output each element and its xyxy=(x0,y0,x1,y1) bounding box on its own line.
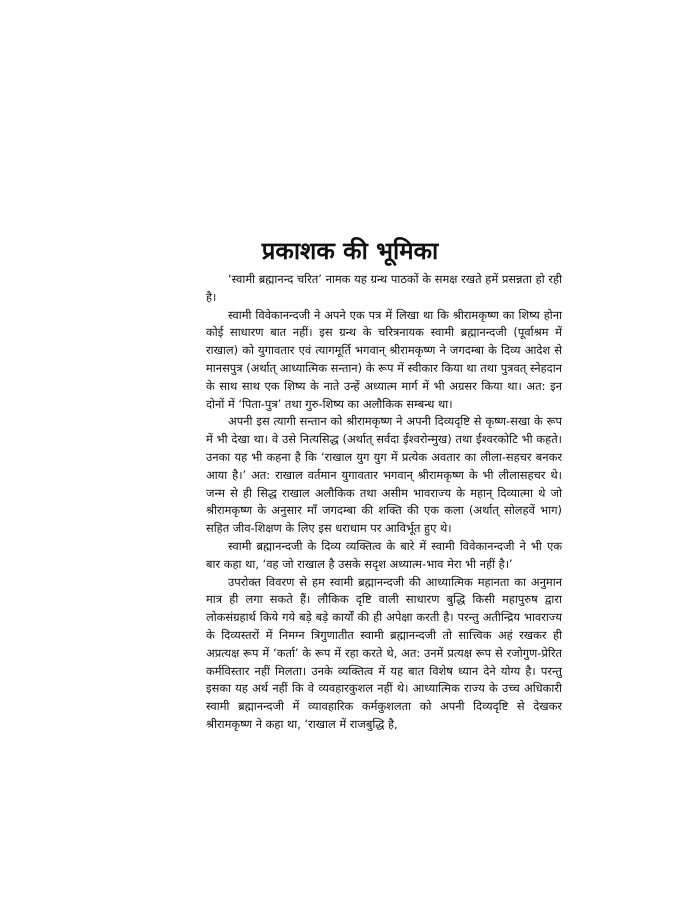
paragraph-2: स्वामी विवेकानन्दजी ने अपने एक पत्र में लिखा था कि श्रीरामकृष्ण का शिष्य होना कोई साधारण बात नहीं। इस ग्रन्थ के चरित्रनायक स्वामी ब्रह्मानन्दजी (पूर्वाश्रम में राखाल) को युगावतार एवं त्यागमूर्ति भगवान् श्रीरामकृष्ण ने जगदम्बा के दिव्य आदेश से मानसपुत्र (अर्थात् आध्यात्मिक सन्तान) के रूप में स्वीकार किया था तथा पुत्रवत् स्नेहदान के साथ साथ एक शिष्य के नाते उन्हें अध्यात्म मार्ग में भी अग्रसर किया था। अत: इन दोनों में ‘पिता-पुत्र’ तथा गुरु-शिष्य का अलौकिक सम्बन्ध था। xyxy=(206,307,562,411)
paragraph-3: अपनी इस त्यागी सन्तान को श्रीरामकृष्ण ने अपनी दिव्यदृष्टि से कृष्ण-सखा के रूप में भी देखा था। वे उसे नित्यसिद्ध (अर्थात् सर्वदा ईश्वरोन्मुख) तथा ईश्वरकोटि भी कहते। उनका यह भी कहना है कि ‘राखाल युग युग में प्रत्येक अवतार का लीला-सहचर बनकर आया है।’ अत: राखाल वर्तमान युगावतार भगवान् श्रीरामकृष्ण के भी लीलासहचर थे। जन्म से ही सिद्ध राखाल अलौकिक तथा असीम भावराज्य के महान् दिव्यात्मा थे जो श्रीरामकृष्ण के अनुसार माँ जगदम्बा की शक्ति की एक कला (अर्थात् सोलहवें भाग) सहित जीव-शिक्षण के लिए इस धराधाम पर आविर्भूत हुए थे। xyxy=(206,414,562,536)
paragraph-4: स्वामी ब्रह्मानन्दजी के दिव्य व्यक्तित्व के बारे में स्वामी विवेकानन्दजी ने भी एक बार कहा था, ‘वह जो राखाल है उसके सदृश अध्यात्म-भाव मेरा भी नहीं है।’ xyxy=(206,538,562,571)
paragraph-5: उपरोक्त विवरण से हम स्वामी ब्रह्मानन्दजी की आध्यात्मिक महानता का अनुमान मात्र ही लगा सकते हैं। लौकिक दृष्टि वाली साधारण बुद्धि किसी महापुरुष द्वारा लोकसंग्रहार्थ किये गये बड़े बड़े कार्यों की ही अपेक्षा करती है। परन्तु अतीन्द्रिय भावराज्य के दिव्यस्तरों में निमग्न त्रिगुणातीत स्वामी ब्रह्मानन्दजी तो सात्त्विक अहं रखकर ही अप्रत्यक्ष रूप में ‘कर्ता’ के रूप में रहा करते थे, अत: उनमें प्रत्यक्ष रूप से रजोगुण-प्रेरित कर्मविस्तार नहीं मिलता। उनके व्यक्तित्व में यह बात विशेष ध्यान देने योग्य है। परन्तु इसका यह अर्थ नहीं कि वे व्यवहारकुशल नहीं थे। आध्यात्मिक राज्य के उच्च अधिकारी स्वामी ब्रह्मानन्दजी में व्यावहारिक कर्मकुशलता को अपनी दिव्यदृष्टि से देखकर श्रीरामकृष्ण ने कहा था, ‘राखाल में राजबुद्धि है, xyxy=(206,574,562,731)
page-title: प्रकाशक की भूमिका xyxy=(261,237,439,265)
body-text xyxy=(206,271,562,734)
paragraph-1: ‘स्वामी ब्रह्मानन्द चरित’ नामक यह ग्रन्थ पाठकों के समक्ष रखते हमें प्रसन्नता हो रही है। xyxy=(206,272,562,304)
